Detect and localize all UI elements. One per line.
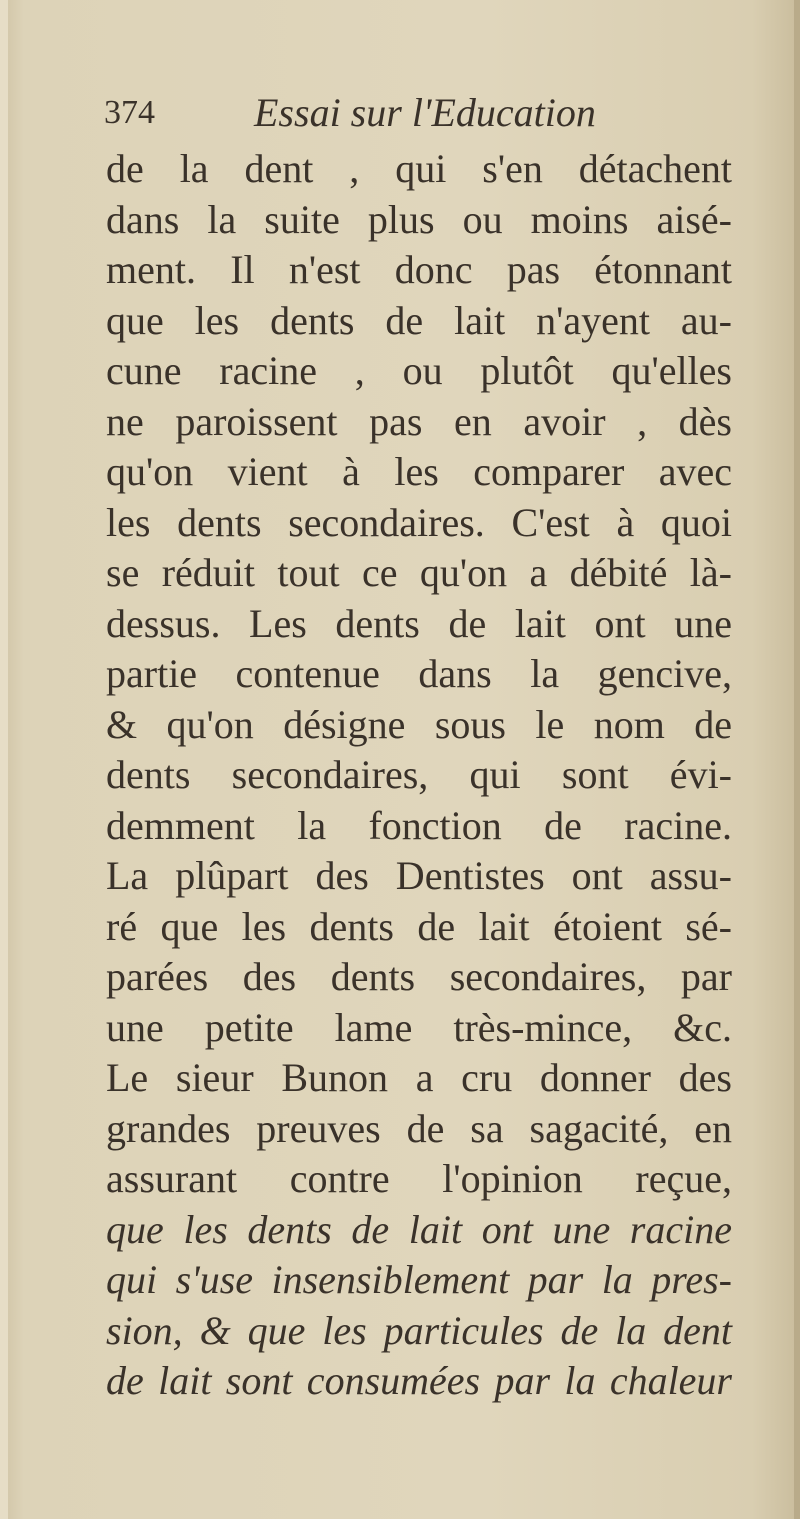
body-text <box>106 144 732 1407</box>
text-line: ré que les dents de lait étoient sé- <box>106 903 732 949</box>
text-line-italic: sion, & que les particules de la dent <box>106 1307 732 1353</box>
text-line: dans la suite plus ou moins aisé- <box>106 196 732 242</box>
text-line: ment. Il n'est donc pas étonnant <box>106 247 732 292</box>
text-line: assurant contre l'opinion reçue, <box>106 1156 732 1201</box>
text-line: dents secondaires, qui sont évi- <box>106 752 732 797</box>
text-line: que les dents de lait n'ayent au- <box>106 297 732 343</box>
text-line: une petite lame très-mince, &c. <box>106 1004 732 1050</box>
text-line: grandes preuves de sa sagacité, en <box>106 1105 732 1151</box>
text-line: de la dent , qui s'en détachent <box>106 146 732 191</box>
text-line: parées des dents secondaires, par <box>106 954 732 999</box>
text-line: partie contenue dans la gencive, <box>106 651 732 696</box>
text-line: se réduit tout ce qu'on a débité là- <box>106 550 732 595</box>
text-line: La plûpart des Dentistes ont assu- <box>106 853 732 898</box>
page-right-edge <box>794 0 800 1519</box>
text-line: Le sieur Bunon a cru donner des <box>106 1055 732 1100</box>
text-line: demment la fonction de racine. <box>106 802 732 848</box>
text-line: les dents secondaires. C'est à quoi <box>106 499 732 545</box>
text-line: & qu'on désigne sous le nom de <box>106 701 732 747</box>
page-number: 374 <box>104 94 155 131</box>
text-line: ne paroissent pas en avoir , dès <box>106 398 732 444</box>
text-line: cune racine , ou plutôt qu'elles <box>106 348 732 393</box>
page-left-edge <box>0 0 8 1519</box>
text-line-italic: qui s'use insensiblement par la pres- <box>106 1257 732 1302</box>
page-header <box>104 88 664 138</box>
running-title: Essai sur l'Education <box>254 90 596 135</box>
text-line: dessus. Les dents de lait ont une <box>106 600 732 646</box>
text-line: qu'on vient à les comparer avec <box>106 449 732 494</box>
text-line-italic: que les dents de lait ont une racine <box>106 1206 732 1252</box>
text-line-italic: de lait sont consumées par la chaleur <box>106 1358 732 1403</box>
